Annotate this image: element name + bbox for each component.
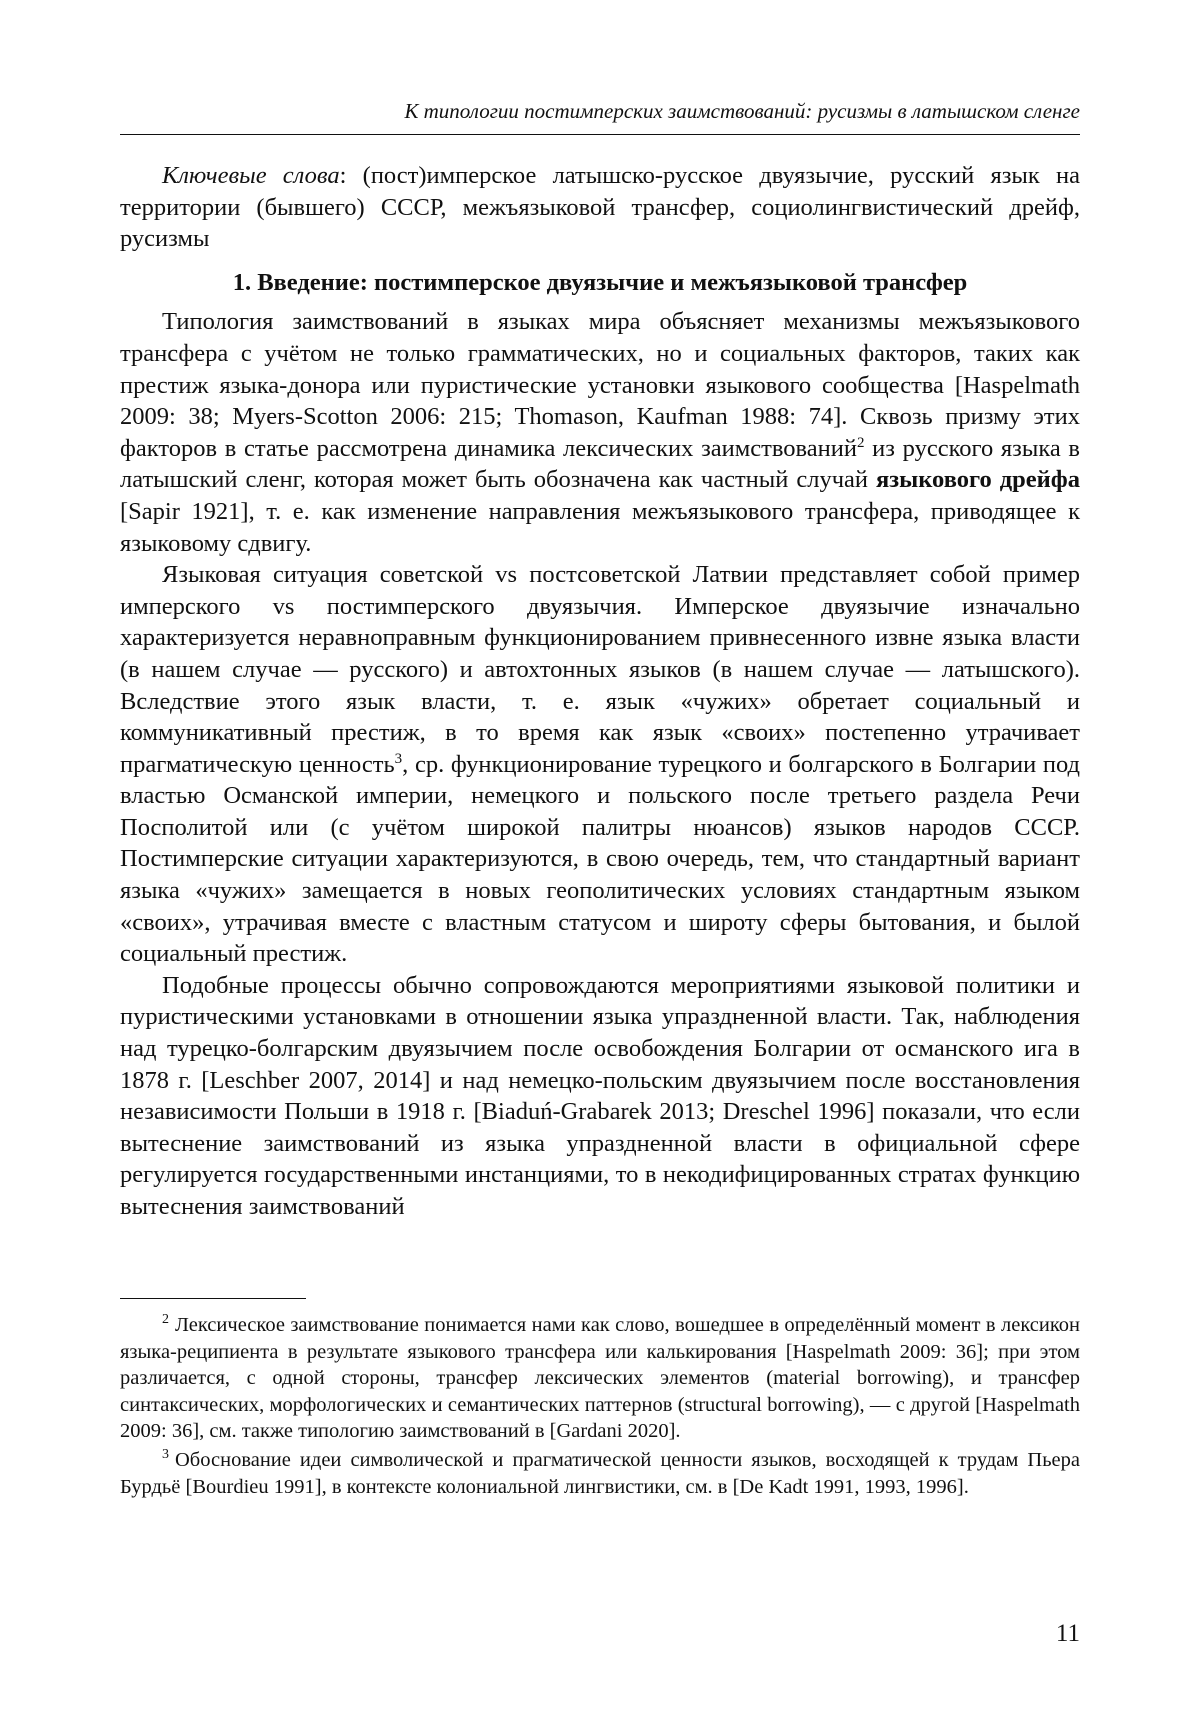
footnote-ref-2[interactable]: 2 bbox=[856, 434, 865, 451]
page bbox=[120, 0, 1080, 1710]
paragraph-2-text-b: , ср. функционирование турецкого и болгарского в Болгарии под властью Османской империи, немецкого и польского после третьего раздела Речи Посполитой или (с учётом широкой палитры нюансов) языков народов СССР. Постимперские ситуации характеризуются, в свою очередь, тем, что стандартный вариант языка «чужих» замещается в новых геополитических условиях стандартным языком «своих», утрачивая вместе с властным статусом и широту сферы бытования, и былой социальный престиж. bbox=[120, 750, 1081, 968]
paragraph-1-text-a: Типология заимствований в языках мира объясняет механизмы межъязыкового трансфера с учётом не только грамматических, но и социальных факторов, таких как престиж языка-донора или пуристические установки языкового сообщества [Haspelmath 2009: 38; Myers-Scotton 2006: 215; Thomason, Kaufman 1988: 74]. Сквозь призму этих факторов в статье рассмотрена динамика лексических заимствований bbox=[120, 308, 1080, 462]
keywords-text: : (пост)имперское латышско-русское двуязычие, русский язык на территории (бывшего) СССР, межъязыковой трансфер, социолингвистический дрейф, русизмы bbox=[120, 162, 1080, 253]
body-text bbox=[120, 160, 1080, 1223]
paragraph-3: Подобные процессы обычно сопровождаются мероприятиями языковой политики и пуристическими установками в отношении языка упраздненной власти. Так, наблюдения над турецко-болгарским двуязычием после освобождения Болгарии от османского ига в 1878 г. [Leschber 2007, 2014] и над немецко-польским двуязычием после восстановления независимости Польши в 1918 г. [Biaduń-Grabarek 2013; Dreschel 1996] показали, что если вытеснение заимствований из языка упраздненной власти в официальной сфере регулируется государственными инстанциями, то в некодифицированных стратах функцию вытеснения заимствований bbox=[120, 971, 1080, 1220]
footnote-2-mark: 2 bbox=[162, 1312, 169, 1327]
section-heading: 1. Введение: постимперское двуязычие и межъязыковой трансфер bbox=[232, 268, 968, 296]
running-header: К типологии постимперских заимствований: русизмы в латышском сленге bbox=[404, 99, 1080, 123]
paragraph-1-text-b: из русского языка в латышский сленг, которая может быть обозначена как частный случай bbox=[120, 434, 1081, 494]
footnote-rule bbox=[120, 1298, 306, 1299]
paragraph-1 bbox=[120, 306, 1080, 559]
paragraph-1-text-c: [Sapir 1921], т. е. как изменение направления межъязыкового трансфера, приводящее к языковому сдвигу. bbox=[120, 497, 1080, 557]
footnote-3 bbox=[120, 1447, 1080, 1500]
footnote-ref-3[interactable]: 3 bbox=[394, 750, 403, 767]
footnote-2 bbox=[120, 1312, 1080, 1445]
footnote-3-text: Обоснование идеи символической и прагматической ценности языков, восходящей к трудам Пьера Бурдьё [Bourdieu 1991], в контексте колониальной лингвистики, см. в [De Kadt 1991, 1993, 1996]. bbox=[120, 1448, 1080, 1498]
paragraph-2-text-a: Языковая ситуация советской vs постсоветской Латвии представляет собой пример имперского vs постимперского двуязычия. Имперское двуязычие изначально характеризуется неравноправным функционированием привнесенного извне языка власти (в нашем случае — русского) и автохтонных языков (в нашем случае — латышского). Вследствие этого язык власти, т. е. язык «чужих» обретает социальный и коммуникативный престиж, в то время как язык «своих» постепенно утрачивает прагматическую ценность bbox=[120, 561, 1080, 778]
footnote-3-mark: 3 bbox=[162, 1446, 169, 1462]
page-number: 11 bbox=[1055, 1620, 1080, 1647]
header-rule bbox=[120, 134, 1080, 135]
footnotes bbox=[120, 1312, 1080, 1502]
footnote-2-text: Лексическое заимствование понимается нами как слово, вошедшее в определённый момент в лексикон языка-реципиента в результате языкового трансфера или калькирования [Haspelmath 2009: 36]; при этом различается, с одной стороны, трансфер лексических элементов (material borrowing), и трансфер синтаксических, морфологических и семантических паттернов (structural borrowing), — с другой [Haspelmath 2009: 36], см. также типологию заимствований в [Gardani 2020]. bbox=[120, 1314, 1080, 1443]
keywords-label: Ключевые слова bbox=[162, 162, 340, 189]
term-language-drift: языкового дрейфа bbox=[876, 466, 1080, 494]
paragraph-2 bbox=[120, 559, 1080, 970]
keywords-paragraph bbox=[120, 160, 1080, 255]
